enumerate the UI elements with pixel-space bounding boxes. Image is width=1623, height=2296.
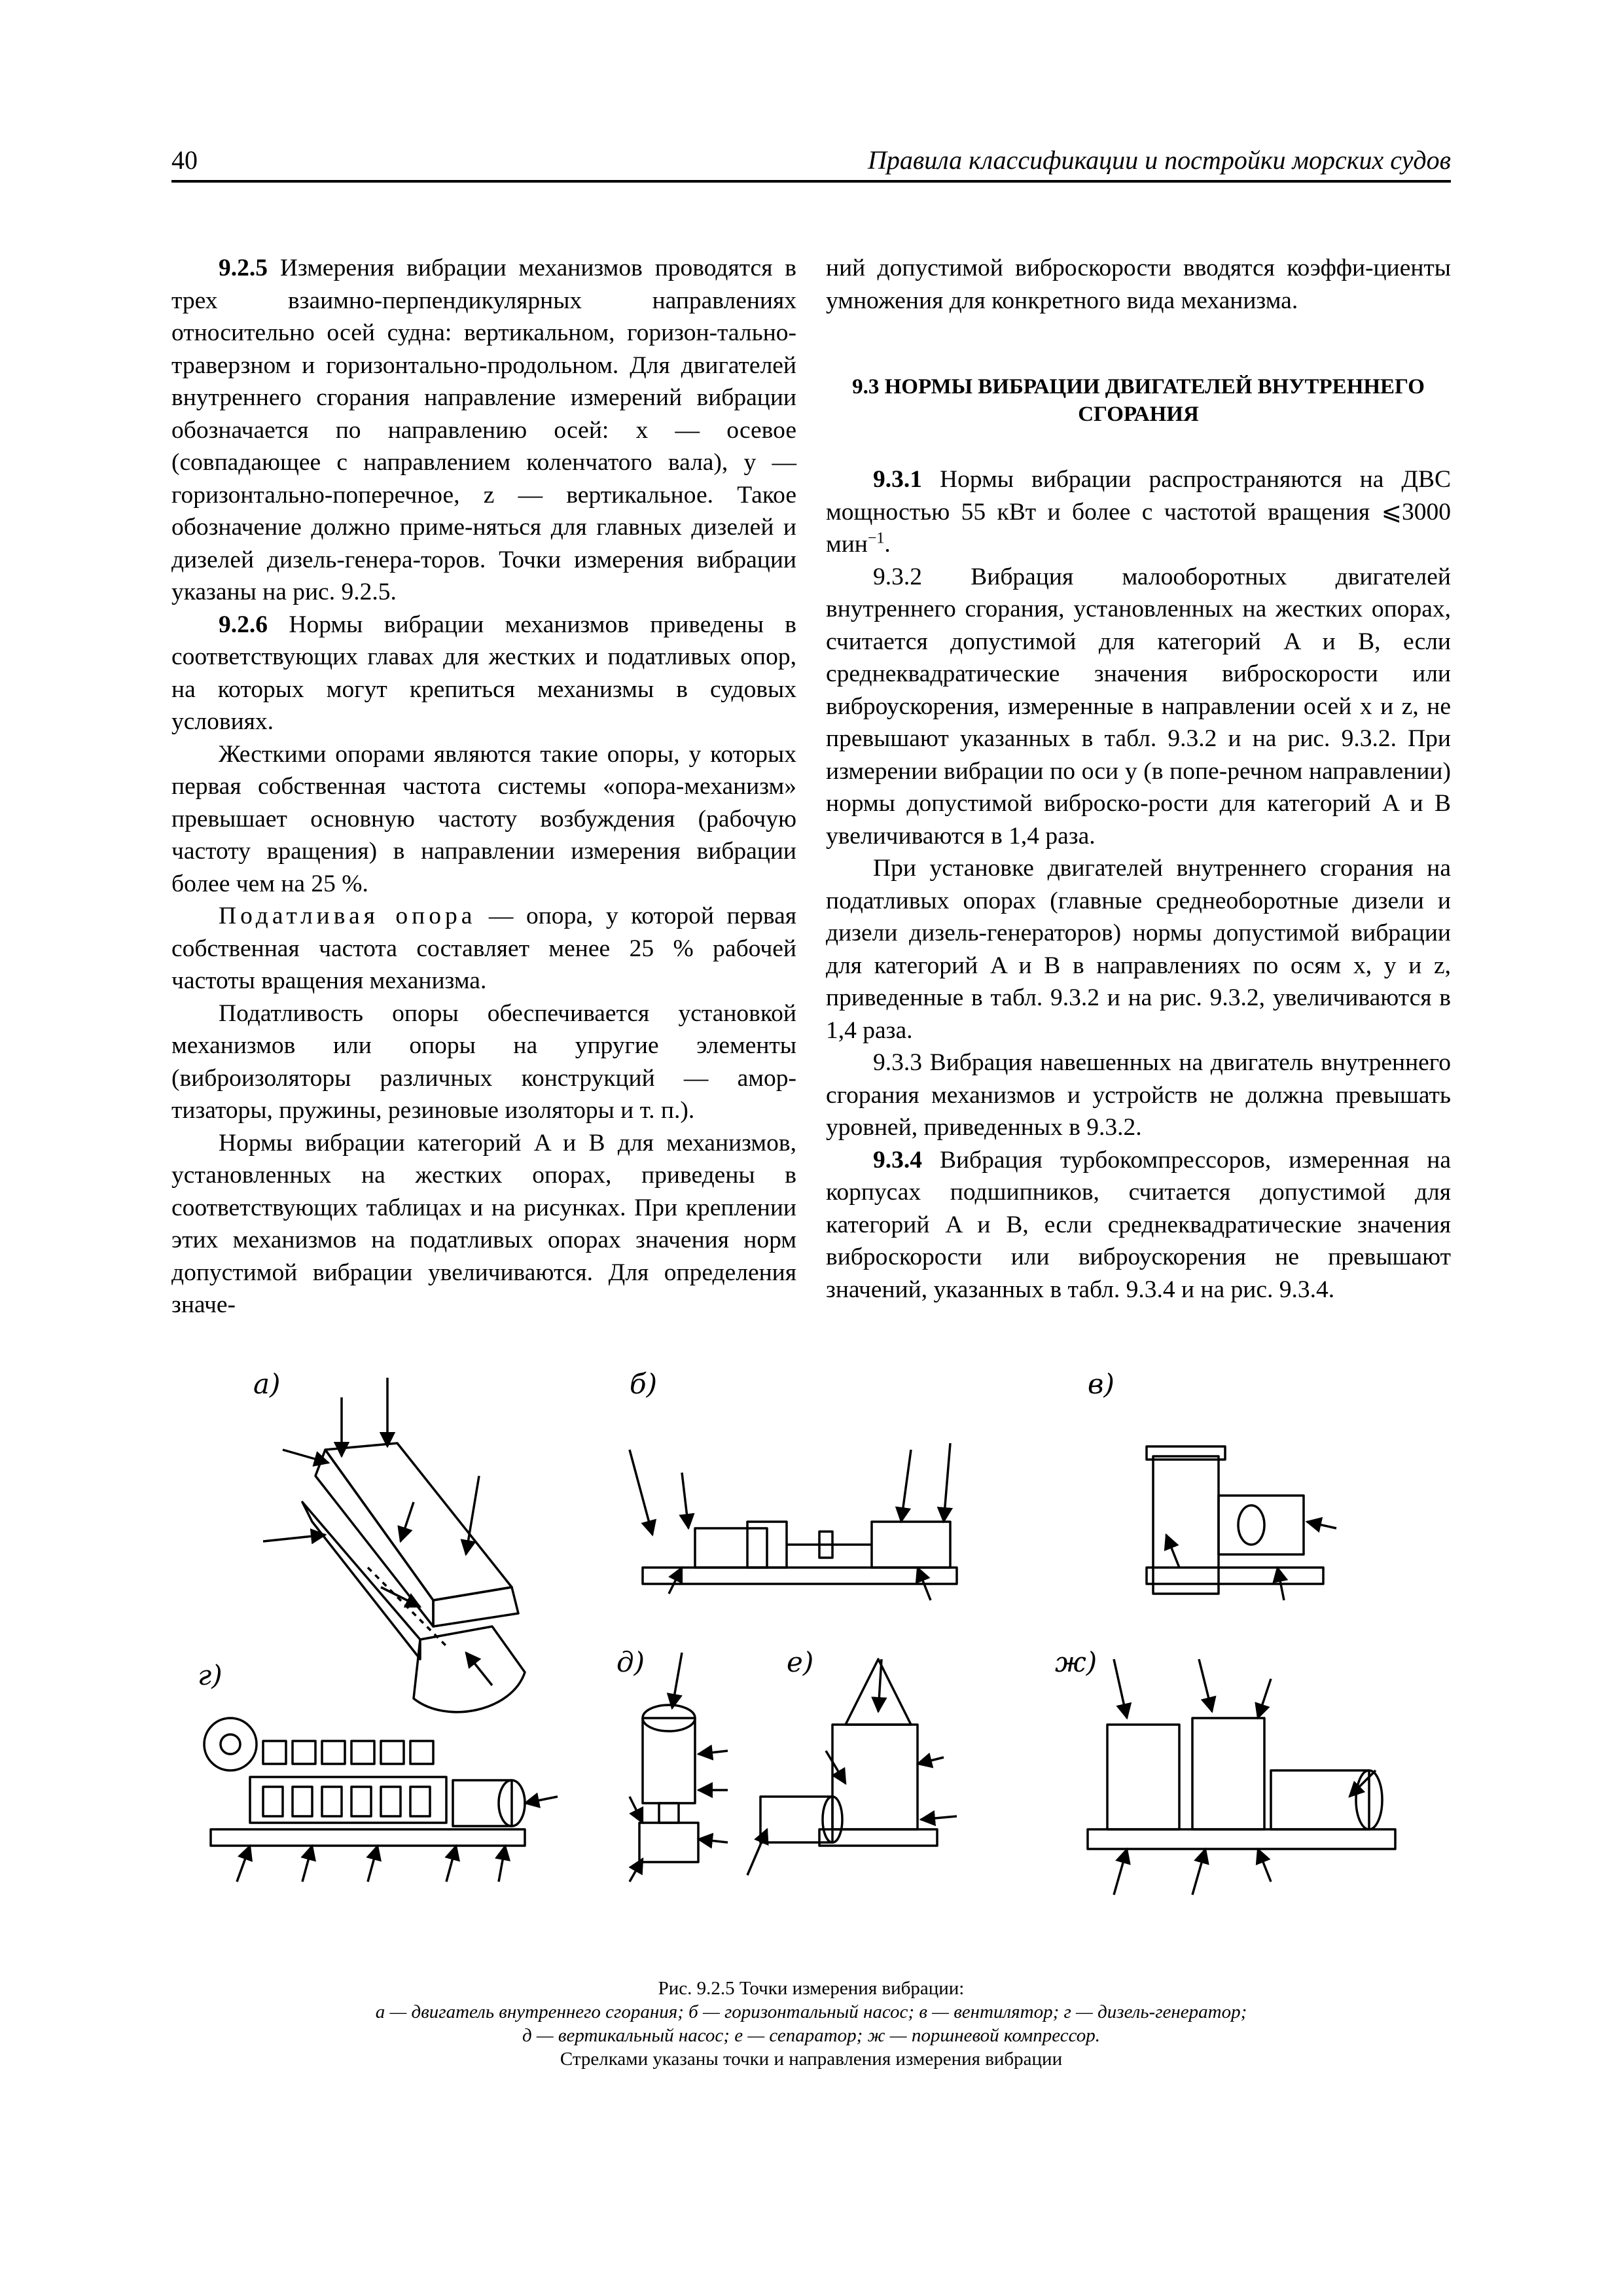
figure-label-zh: ж) <box>1055 1646 1097 1678</box>
paragraph-flexible-installation: При установке двигателей внутреннего сгорания на податливых опорах (главные среднеоборотные дизели и дизели дизель-генераторов) нормы допустимой вибрации для категорий A и B в направлениях по осям x, y и z, приведенные в табл. 9.3.2 и на рис. 9.3.2, увеличиваются в 1,4 раза. <box>826 855 1451 1044</box>
figure-label-a: а) <box>253 1368 281 1400</box>
drawing-g-diesel-generator <box>204 1718 558 1882</box>
figure-vibration-points <box>171 1368 1451 1960</box>
page-header <box>171 141 1451 183</box>
paragraph-categories: Нормы вибрации категорий A и B для механизмов, установленных на жестких опорах, приведены в соответствующих таблицах и на рисунках. При креплении этих механизмов на податливых опорах значения норм допустимой вибрации увеличиваются. Для определения значе- <box>171 1129 796 1318</box>
clause-number: 9.3.1 <box>873 466 922 493</box>
running-title: Правила классификации и постройки морских судов <box>867 145 1451 175</box>
page-number: 40 <box>171 145 198 175</box>
paragraph-9-3-3: 9.3.3 Вибрация навешенных на двигатель внутреннего сгорания механизмов и устройств не должна превышать уровней, приведенных в 9.3.2. <box>826 1049 1451 1141</box>
section-title: 9.3 НОРМЫ ВИБРАЦИИ ДВИГАТЕЛЕЙ ВНУТРЕННЕГО СГОРАНИЯ <box>852 375 1425 426</box>
paragraph-text: — опора, у которой первая собственная частота составляет менее 25 % рабочей частоты вращения механизма. <box>171 903 797 994</box>
paragraph-flexibility: Податливость опоры обеспечивается установкой механизмов или опоры на упругие элементы (виброизоляторы различных конструкций — амор-тизаторы, пружины, резиновые изоляторы и т. п.). <box>171 999 796 1124</box>
drawing-v-fan <box>1147 1446 1336 1600</box>
paragraph-text: Измерения вибрации механизмов проводятся в трех взаимно-перпендикулярных направлениях относительно осей судна: вертикальном, горизон-тально-траверзном и горизонтально-продольном. Для двигателей внутреннего сгорания направление измерений вибрации обозначается по направлению осей: x — осевое (совпадающее с направлением коленчатого вала), y — горизонтально-поперечное, z — вертикальное. Такое обозначение должно приме-няться для главных дизелей и дизелей дизель-генера-торов. Точки измерения вибрации указаны на рис. 9.2.5. <box>171 255 796 605</box>
paragraph-flexible-support <box>171 900 796 997</box>
figure-label-v: в) <box>1088 1368 1115 1400</box>
paragraph-text: Вибрация турбокомпрессоров, измеренная на корпусах подшипников, считается допустимой для категорий A и B, если среднеквадратические значения виброскорости или виброускорения не превышают значений, указанных в табл. 9.3.4 и на рис. 9.3.4. <box>826 1146 1451 1303</box>
clause-number: 9.2.5 <box>219 255 268 281</box>
figure-label-b: б) <box>630 1368 658 1400</box>
figure-label-e: е) <box>787 1646 814 1678</box>
paragraph-9-2-5 <box>171 252 796 609</box>
paragraph-continuation: ний допустимой виброскорости вводятся коэффи-циенты умножения для конкретного вида механизма. <box>826 255 1451 314</box>
figure-caption <box>171 1977 1451 2071</box>
figure-label-d: д) <box>616 1646 645 1678</box>
paragraph-text: Нормы вибрации распространяются на ДВС мощностью 55 кВт и более с частотой вращения ⩽3000 мин <box>826 466 1451 558</box>
paragraph-rigid-supports: Жесткими опорами являются такие опоры, у которых первая собственная частота системы «опора-механизм» превышает основную частоту возбуждения (рабочую частоту вращения) в направлении измерения вибрации более чем на 25 %. <box>171 740 796 897</box>
drawing-a-engine <box>263 1378 525 1712</box>
caption-legend-line: д — вертикальный насос; е — сепаратор; ж — поршневой компрессор. <box>522 2025 1101 2046</box>
paragraph-text: Нормы вибрации механизмов приведены в соответствующих главах для жестких и податливых опор, на которых могут крепиться механизмы в судовых условиях. <box>171 611 796 735</box>
superscript: −1 <box>867 529 885 547</box>
drawing-b-horizontal-pump <box>630 1443 957 1600</box>
caption-legend-line: а — двигатель внутреннего сгорания; б — горизонтальный насос; в — вентилятор; г — дизель-генератор; <box>375 2001 1247 2022</box>
paragraph-9-3-2: 9.3.2 Вибрация малооборотных двигателей внутреннего сгорания, установленных на жестких опорах, считается допустимой для категорий A и B, если среднеквадратические значения виброскорости или виброускорения, измеренные в направлении осей x и z, не превышают указанных в табл. 9.3.2 и на рис. 9.3.2. При измерении вибрации по оси y (в попе-речном направлении) нормы допустимой виброско-рости для категорий A и B увеличиваются в 1,4 раза. <box>826 563 1451 850</box>
paragraph-9-3-4 <box>826 1144 1451 1306</box>
term-flexible-support: Податливая опора <box>219 903 476 929</box>
caption-note: Стрелками указаны точки и направления измерения вибрации <box>560 2049 1063 2070</box>
drawing-zh-piston-compressor <box>1088 1659 1395 1895</box>
clause-number: 9.2.6 <box>219 611 268 638</box>
period: . <box>884 531 891 558</box>
caption-title: Рис. 9.2.5 Точки измерения вибрации: <box>658 1978 965 1999</box>
left-column <box>171 252 796 1321</box>
drawing-e-separator <box>747 1659 957 1875</box>
paragraph-9-2-6 <box>171 609 796 738</box>
clause-number: 9.3.4 <box>873 1146 922 1174</box>
drawing-d-vertical-pump <box>630 1653 728 1882</box>
figure-label-g: г) <box>198 1659 223 1691</box>
right-column <box>826 252 1451 1306</box>
paragraph-9-3-1 <box>826 463 1451 561</box>
